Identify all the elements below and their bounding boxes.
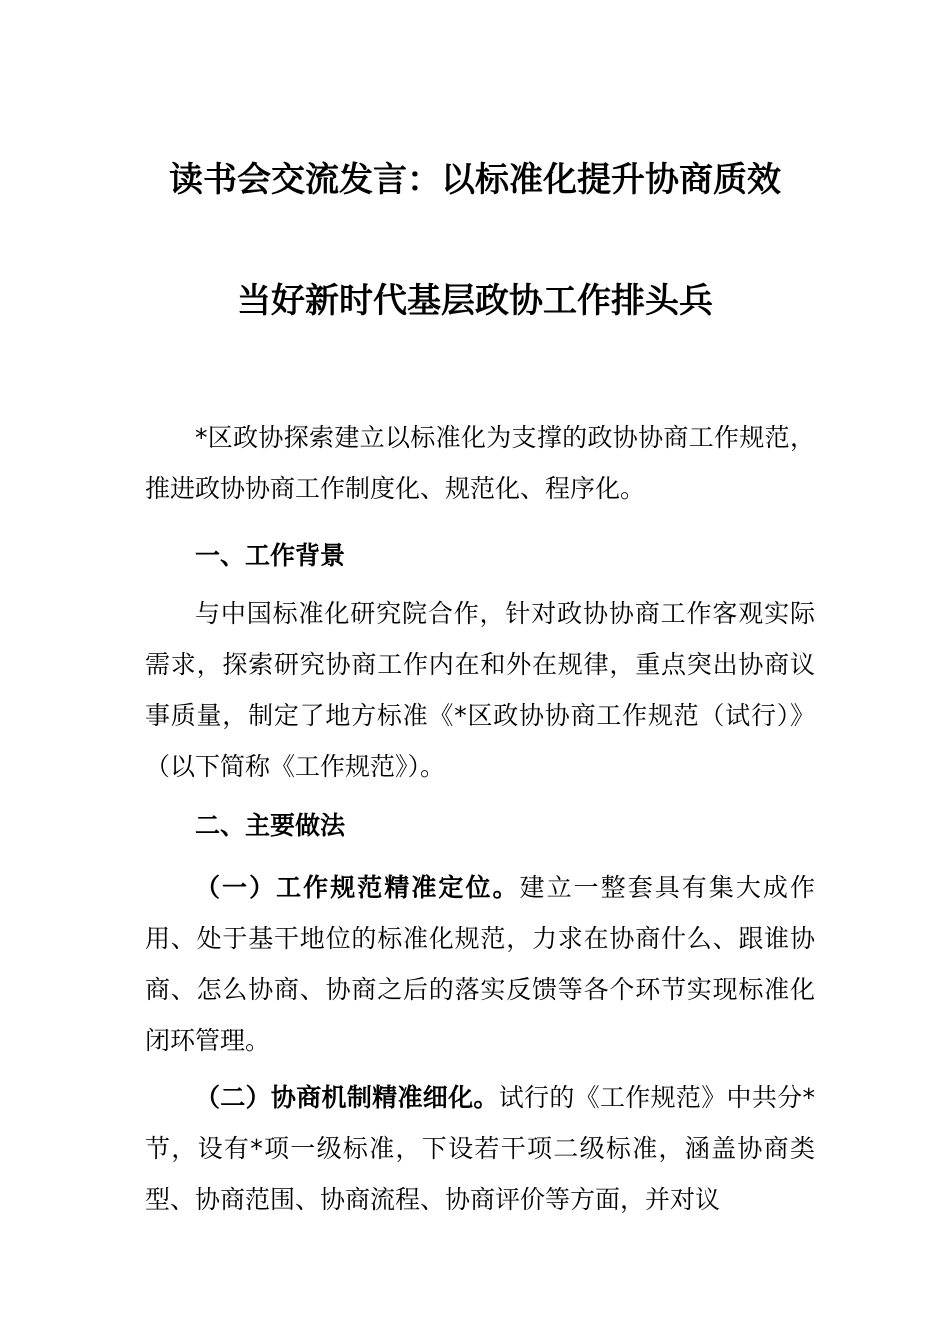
item2-lead: （二）协商机制精准细化。 <box>195 1083 499 1112</box>
document-title-line1: 读书会交流发言：以标准化提升协商质效 <box>169 160 781 200</box>
item1-text: 建立一整套具有集大成作用、处于基干地位的标准化规范，力求在协商什么、跟谁协商、怎么协商、协商之后的落实反馈等各个环节实现标准化闭环管理。 <box>145 873 815 1055</box>
item1-lead: （一）工作规范精准定位。 <box>195 873 520 902</box>
section1-heading: 一、工作背景 <box>195 541 346 570</box>
section1-paragraph: 与中国标准化研究院合作，针对政协协商工作客观实际需求，探索研究协商工作内在和外在规律，重点突出协商议事质量，制定了地方标准《*区政协协商工作规范（试行）》（以下简称《工作规范》）。 <box>145 599 815 781</box>
item1-paragraph <box>145 862 815 1066</box>
document-title-line2: 当好新时代基层政协工作排头兵 <box>237 281 713 321</box>
item2-text: 试行的《工作规范》中共分*节，设有*项一级标准，下设若干项二级标准，涵盖协商类型、协商范围、协商流程、协商评价等方面，并对议 <box>145 1083 815 1214</box>
section2-heading: 二、主要做法 <box>195 811 346 840</box>
item2-paragraph <box>145 1072 815 1225</box>
intro-paragraph: *区政协探索建立以标准化为支撑的政协协商工作规范，推进政协协商工作制度化、规范化、程序化。 <box>145 423 815 503</box>
